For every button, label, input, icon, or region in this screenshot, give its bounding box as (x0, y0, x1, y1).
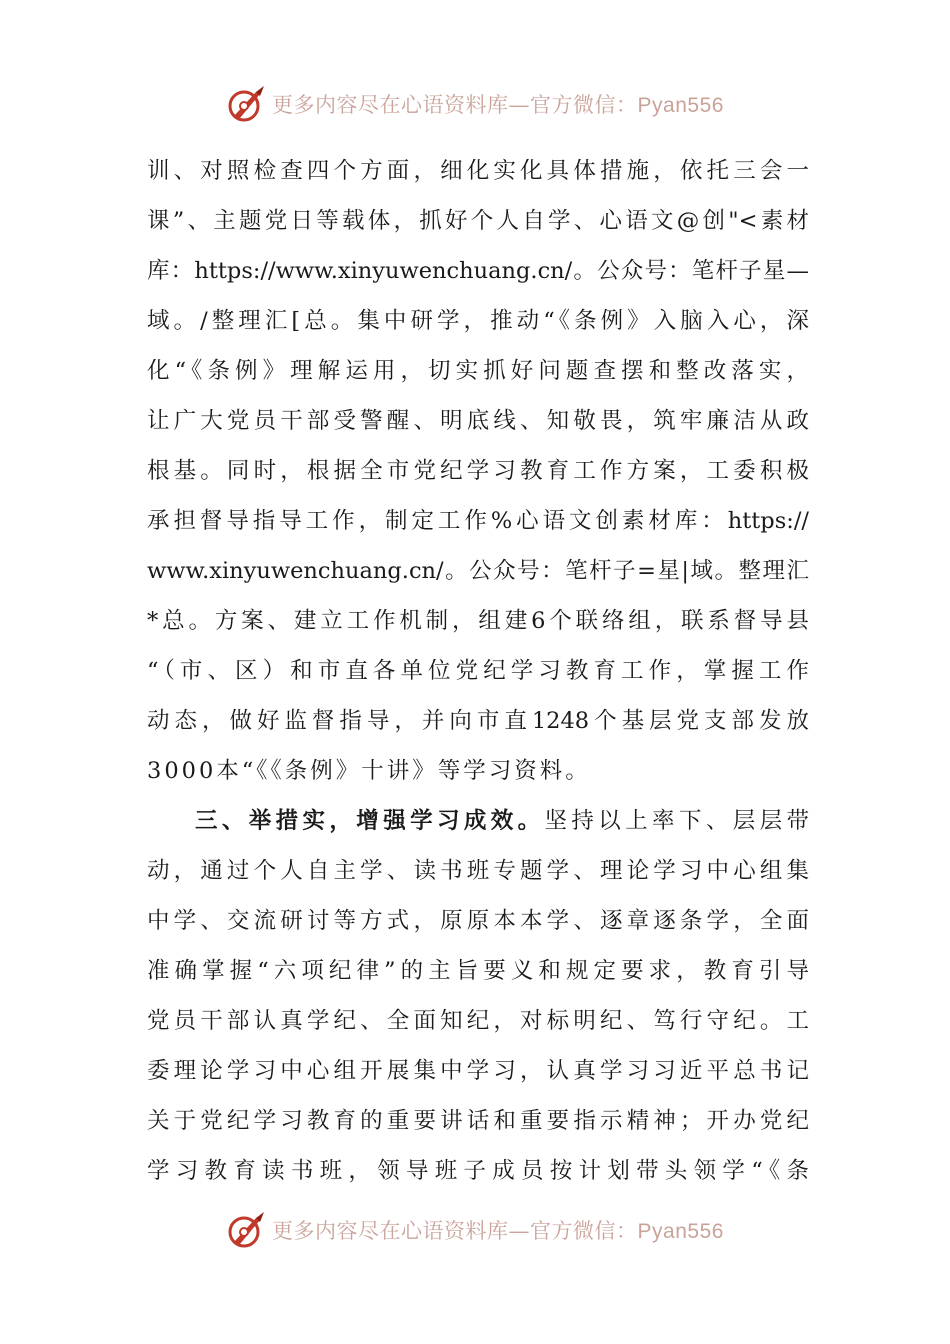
text-line: 域。/整理汇[总。集中研学，推动“《条例》入脑入心，深 (147, 308, 809, 334)
paragraph-2 (147, 796, 809, 1196)
paragraph-2-first-line: 三、举措实，增强学习成效。坚持以上率下、层层带 (195, 808, 809, 834)
text-line: 党员干部认真学纪、全面知纪，对标明纪、笃行守纪。工 (147, 1008, 809, 1034)
text-line: 准确掌握“六项纪律”的主旨要义和规定要求，教育引导 (147, 958, 809, 984)
text-line: 学习教育读书班，领导班子成员按计划带头领学“《条 (147, 1158, 809, 1184)
top-watermark-banner (0, 82, 950, 126)
text-line: 3000本“《《条例》十讲》等学习资料。 (147, 758, 591, 784)
text-line: 课”、主题党日等载体，抓好个人自学、心语文@创"<素材 (147, 208, 809, 234)
text-line: 库：https://www.xinyuwenchuang.cn/。公众号：笔杆子星— (147, 258, 809, 284)
watermark-text: 更多内容尽在心语资料库—官方微信：Pyan556 (272, 93, 724, 117)
document-body (147, 146, 809, 1196)
text-line: 承担督导指导工作，制定工作%心语文创素材库：https:// (147, 508, 809, 534)
text-line: 中学、交流研讨等方式，原原本本学、逐章逐条学，全面 (147, 908, 809, 934)
watermark-text: 更多内容尽在心语资料库—官方微信：Pyan556 (272, 1219, 724, 1243)
paragraph-1 (147, 146, 809, 796)
text-line: 化“《条例》理解运用，切实抓好问题查摆和整改落实， (147, 358, 809, 384)
text-line: 动态，做好监督指导，并向市直1248个基层党支部发放 (147, 708, 809, 734)
text-line: 根基。同时，根据全市党纪学习教育工作方案，工委积极 (147, 458, 809, 484)
section-heading: 三、举措实，增强学习成效。 (195, 808, 545, 834)
text-line: *总。方案、建立工作机制，组建6个联络组，联系督导县 (147, 608, 809, 634)
text-line: 让广大党员干部受警醒、明底线、知敬畏，筑牢廉洁从政 (147, 408, 809, 434)
quill-seal-icon (226, 84, 266, 124)
bottom-watermark-banner (0, 1208, 950, 1252)
text-line: www.xinyuwenchuang.cn/。公众号：笔杆子=星|域。整理汇 (147, 558, 809, 584)
quill-seal-icon (226, 1210, 266, 1250)
text-line: 训、对照检查四个方面，细化实化具体措施，依托三会一 (147, 158, 809, 184)
text-line: 关于党纪学习教育的重要讲话和重要指示精神；开办党纪 (147, 1108, 809, 1134)
text-line: 动，通过个人自主学、读书班专题学、理论学习中心组集 (147, 858, 809, 884)
text-line: “（市、区）和市直各单位党纪学习教育工作，掌握工作 (147, 658, 809, 684)
text-line: 委理论学习中心组开展集中学习，认真学习习近平总书记 (147, 1058, 809, 1084)
